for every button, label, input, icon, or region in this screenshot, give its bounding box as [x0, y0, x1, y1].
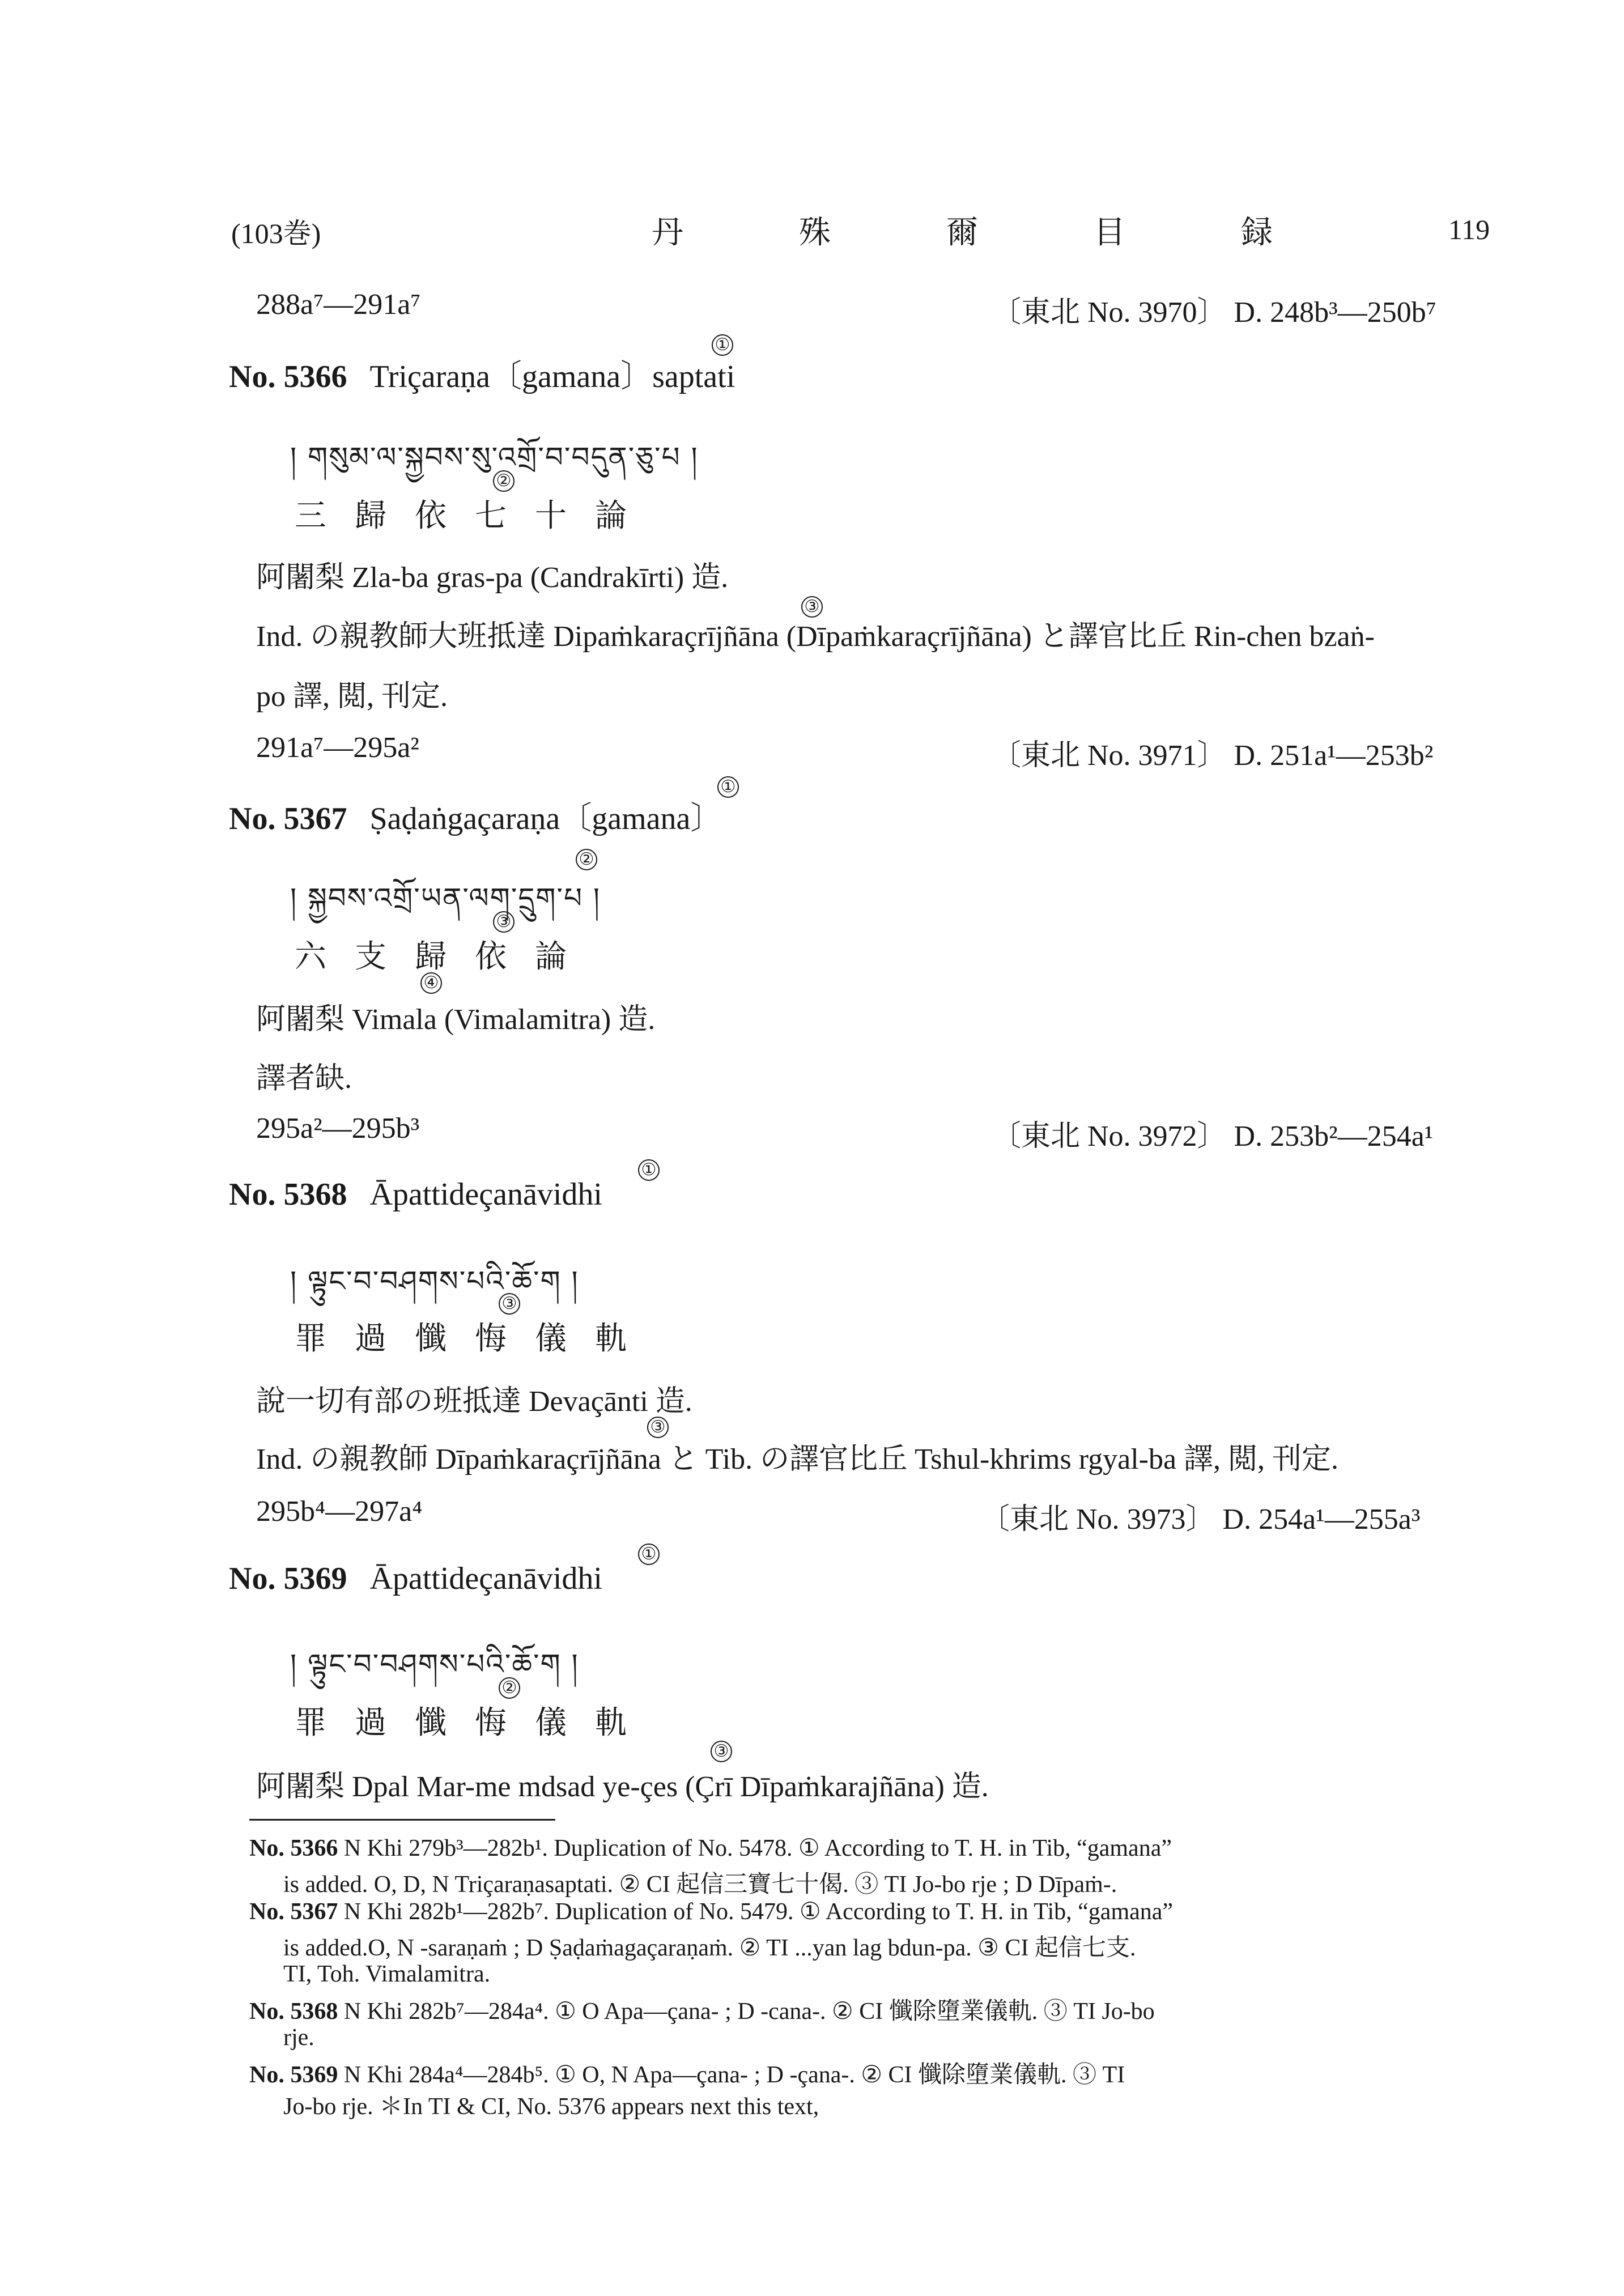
note-marker: ③	[493, 911, 515, 933]
footnote-5366-cont: is added. O, D, N Triçaraṇasaptati. ② CI 起信三寶七十偈. ③ TI Jo-bo rje ; D Dīpaṁ-.	[283, 1872, 1117, 1898]
ref-left: 295b⁴—297a⁴	[256, 1495, 423, 1528]
footnote-number: No. 5369	[249, 2062, 338, 2088]
footnote-5368-cont: rje.	[283, 2025, 314, 2051]
chinese-title: 罪 過 懺 悔 儀 軌	[295, 1321, 637, 1357]
footnote-text: N Khi 279b³—282b¹. Duplication of No. 5478. ① According to T. H. in Tib, “gamana”	[338, 1835, 1172, 1861]
ref-left: 295a²—295b³	[256, 1112, 420, 1145]
footnote-5366	[249, 1834, 1172, 1862]
note-marker: ①	[717, 776, 739, 798]
note-marker: ②	[499, 1677, 520, 1699]
page-title: 丹 殊 爾 目 録	[652, 215, 1327, 250]
author-line: 阿闍梨 Vimala (Vimalamitra) 造.	[256, 1004, 656, 1036]
footnote-number: No. 5367	[249, 1899, 338, 1925]
footnote-5367-cont: is added.O, N -saraṇaṁ ; D Ṣaḍaṁagaçaraṇaṁ. ② TI ...yan lag bdun-pa. ③ CI 起信七支.	[283, 1935, 1136, 1961]
tibetan-title: ། ལྟུང་བ་བཤགས་པའི་ཆོ་ག །	[290, 1648, 579, 1681]
footnote-5369-cont: Jo-bo rje. ＊In TI & CI, No. 5376 appears next this text,	[283, 2094, 819, 2120]
ref-right: 〔東北 No. 3972〕 D. 253b²—254a¹	[992, 1120, 1434, 1153]
author-line: 阿闍梨 Dpal Mar-me mdsad ye-çes (Çrī Dīpaṁkarajñāna) 造.	[256, 1771, 989, 1803]
entry-heading-5369	[229, 1561, 602, 1597]
volume-label: (103巻)	[231, 218, 321, 249]
footnote-5368	[249, 1992, 1155, 2026]
translator-missing: 譯者缺.	[256, 1062, 352, 1095]
chinese-title: 六 支 歸 依 論	[295, 939, 577, 975]
chinese-title: 三 歸 依 七 十 論	[295, 499, 637, 534]
translator-line: Ind. の親教師 Dīpaṁkaraçrījñāna と Tib. の譯官比丘 Tshul-khrims rgyal-ba 譯, 閲, 刊定.	[256, 1443, 1339, 1476]
pre-ref-left: 288a⁷—291a⁷	[256, 288, 421, 321]
note-marker: ②	[493, 470, 515, 492]
footnote-5367	[249, 1897, 1173, 1925]
note-marker: ③	[801, 596, 823, 618]
footnote-number: No. 5368	[249, 1999, 338, 2025]
footnote-5367-cont2: TI, Toh. Vimalamitra.	[283, 1961, 491, 1987]
author-line: 說一切有部の班抵達 Devaçānti 造.	[256, 1385, 692, 1418]
entry-number: No. 5366	[229, 359, 347, 394]
footnote-text: N Khi 284a⁴—284b⁵. ① O, N Apa—çana- ; D -çana-. ② CI 懺除墮業儀軌. ③ TI	[338, 2062, 1125, 2088]
note-marker: ①	[712, 334, 733, 356]
note-marker: ③	[711, 1741, 732, 1762]
footnote-text: N Khi 282b¹—282b⁷. Duplication of No. 5479. ① According to T. H. in Tib, “gamana”	[338, 1899, 1174, 1925]
note-marker: ③	[499, 1293, 520, 1315]
ref-right: 〔東北 No. 3971〕 D. 251a¹—253b²	[992, 739, 1434, 772]
footnote-text: N Khi 282b⁷—284a⁴. ① O Apa—çana- ; D -cana-. ② CI 懺除墮業儀軌. ③ TI Jo-bo	[338, 1999, 1155, 2025]
entry-heading-5367	[229, 793, 722, 839]
entry-heading-5368	[229, 1176, 602, 1213]
tibetan-title: ། གསུམ་ལ་སྐྱབས་སུ་འགྲོ་བ་བདུན་ཅུ་པ །	[290, 441, 699, 474]
translator-line: Ind. の親教師大班抵達 Dipaṁkaraçrījñāna (Dīpaṁkaraçrījñāna) と譯官比丘 Rin-chen bzaṅ-	[256, 620, 1375, 653]
ref-left: 291a⁷—295a²	[256, 732, 419, 764]
page-number: 119	[1448, 214, 1490, 245]
note-marker: ②	[576, 849, 597, 870]
note-marker: ③	[647, 1417, 669, 1438]
footnote-5369	[249, 2056, 1125, 2090]
entry-title: Āpattideçanāvidhi	[369, 1561, 602, 1596]
chinese-title: 罪 過 懺 悔 儀 軌	[295, 1706, 637, 1741]
author-line: 阿闍梨 Zla-ba gras-pa (Candrakīrti) 造.	[256, 562, 729, 594]
footnote-rule	[249, 1819, 555, 1821]
entry-title: Āpattideçanāvidhi	[369, 1177, 602, 1212]
note-marker: ④	[420, 972, 442, 994]
note-marker: ①	[638, 1159, 660, 1181]
entry-heading-5366	[229, 351, 735, 397]
entry-number: No. 5368	[229, 1177, 347, 1212]
ref-right: 〔東北 No. 3973〕 D. 254a¹—255a³	[980, 1503, 1421, 1536]
tibetan-title: ། ལྟུང་བ་བཤགས་པའི་ཆོ་ག །	[290, 1265, 579, 1298]
entry-title: Ṣaḍaṅgaçaraṇa〔gamana〕	[369, 801, 722, 836]
entry-title: Triçaraṇa〔gamana〕saptati	[369, 359, 736, 394]
note-marker: ①	[638, 1544, 660, 1565]
pre-ref-right: 〔東北 No. 3970〕 D. 248b³—250b⁷	[992, 296, 1436, 329]
entry-number: No. 5369	[229, 1561, 347, 1596]
translator-line-cont: po 譯, 閲, 刊定.	[256, 681, 448, 713]
entry-number: No. 5367	[229, 801, 347, 836]
footnote-number: No. 5366	[249, 1835, 338, 1861]
tibetan-title: ། སྐྱབས་འགྲོ་ཡན་ལག་དྲུག་པ །	[290, 882, 601, 915]
